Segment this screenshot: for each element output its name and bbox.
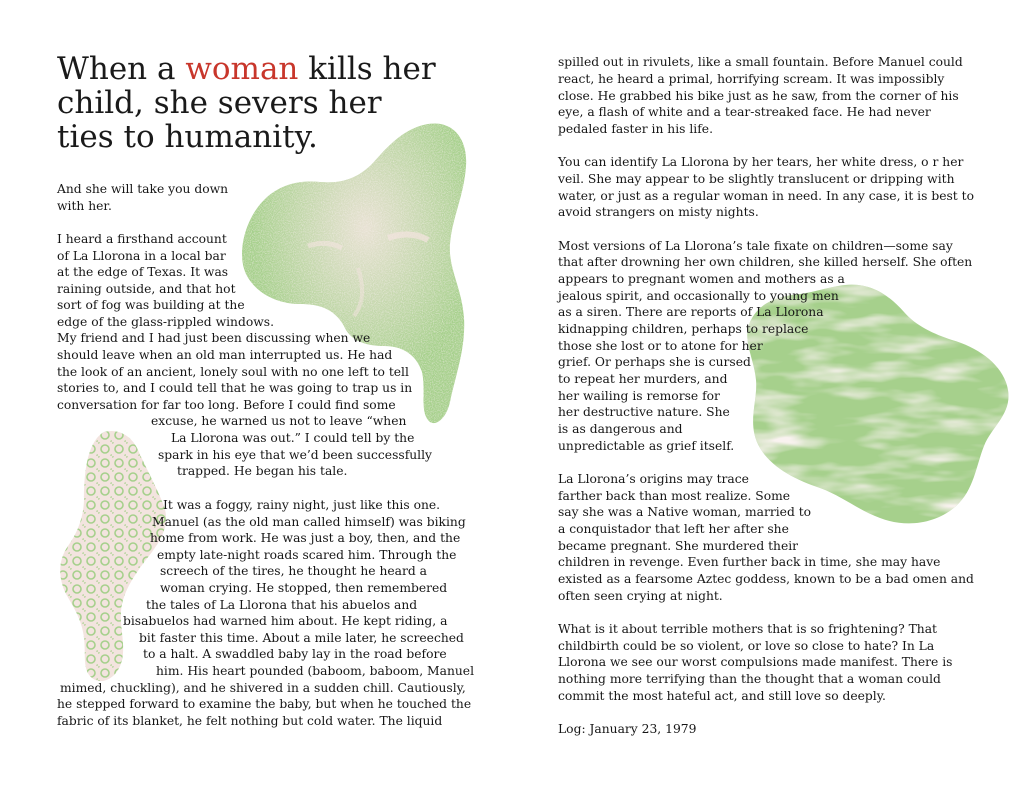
body-line: commit the most hateful act, and still love so deeply.	[558, 689, 886, 703]
body-line: La Llorona was out.” I could tell by the	[171, 431, 415, 445]
body-line: sort of fog was building at the	[57, 298, 245, 312]
body-line: spark in his eye that we’d been successfully	[158, 448, 432, 462]
body-line: water, or just as a regular woman in need. In any case, it is best to	[558, 189, 974, 203]
body-line: It was a foggy, rainy night, just like this one.	[163, 498, 441, 512]
log-date: Log: January 23, 1979	[558, 722, 697, 736]
body-line: is as dangerous and	[558, 422, 683, 436]
body-line: eye, a flash of white and a tear-streaked face. He had never	[558, 105, 931, 119]
body-line: pedaled faster in his life.	[558, 122, 713, 136]
body-line: often seen crying at night.	[558, 589, 723, 603]
body-line: excuse, he warned us not to leave “when	[151, 414, 407, 428]
body-line: react, he heard a primal, horrifying scream. It was impossibly	[558, 72, 945, 86]
body-line: should leave when an old man interrupted us. He had	[57, 348, 393, 362]
body-line: spilled out in rivulets, like a small fountain. Before Manuel could	[558, 55, 963, 69]
body-line: trapped. He began his tale.	[177, 464, 348, 478]
body-line: as a siren. There are reports of La Llorona	[558, 305, 824, 319]
body-line: the tales of La Llorona that his abuelos and	[146, 598, 418, 612]
body-line: to a halt. A swaddled baby lay in the road before	[143, 647, 447, 661]
body-line: of La Llorona in a local bar	[57, 249, 226, 263]
body-line: appears to pregnant women and mothers as a	[558, 272, 845, 286]
body-line: bisabuelos had warned him about. He kept riding, a	[123, 614, 448, 628]
body-line: stories to, and I could tell that he was going to trap us in	[57, 381, 413, 395]
body-line: I heard a firsthand account	[57, 232, 227, 246]
body-line: And she will take you down	[57, 182, 229, 196]
body-line: mimed, chuckling), and he shivered in a sudden chill. Cautiously,	[60, 681, 466, 695]
body-line: home from work. He was just a boy, then, and the	[150, 531, 461, 545]
body-line: You can identify La Llorona by her tears, her white dress, o r her	[558, 155, 964, 169]
body-line: that after drowning her own children, she killed herself. She often	[558, 255, 973, 269]
body-line: with her.	[57, 199, 112, 213]
body-line: her destructive nature. She	[558, 405, 730, 419]
body-line: a conquistador that left her after she	[558, 522, 789, 536]
body-line: him. His heart pounded (baboom, baboom, Manuel	[156, 664, 474, 678]
body-line: her wailing is remorse for	[558, 389, 720, 403]
body-line: the look of an ancient, lonely soul with no one left to tell	[57, 365, 409, 379]
right-page	[512, 0, 1024, 796]
body-line: veil. She may appear to be slightly translucent or dripping with	[558, 172, 955, 186]
body-line: became pregnant. She murdered their	[558, 539, 799, 553]
body-line: avoid strangers on misty nights.	[558, 205, 759, 219]
headline-highlight: woman	[185, 51, 299, 87]
body-line: What is it about terrible mothers that is so frightening? That	[558, 622, 937, 636]
body-line: close. He grabbed his bike just as he saw, from the corner of his	[558, 89, 959, 103]
body-line: My friend and I had just been discussing when we	[57, 331, 371, 345]
body-line: to repeat her murders, and	[558, 372, 728, 386]
body-line: conversation for far too long. Before I could find some	[57, 398, 396, 412]
body-line: jealous spirit, and occasionally to young men	[558, 289, 839, 303]
body-line: grief. Or perhaps she is cursed	[558, 355, 751, 369]
body-line: at the edge of Texas. It was	[57, 265, 229, 279]
body-line: those she lost or to atone for her	[558, 339, 763, 353]
body-line: he stepped forward to examine the baby, but when he touched the	[57, 697, 472, 711]
body-line: farther back than most realize. Some	[558, 489, 791, 503]
body-line: edge of the glass-rippled windows.	[57, 315, 274, 329]
body-line: La Llorona’s origins may trace	[558, 472, 749, 486]
body-line: kidnapping children, perhaps to replace	[558, 322, 809, 336]
body-line: existed as a fearsome Aztec goddess, known to be a bad omen and	[558, 572, 974, 586]
body-line: raining outside, and that hot	[57, 282, 236, 296]
body-line: Llorona we see our worst compulsions made manifest. There is	[558, 655, 953, 669]
body-line: bit faster this time. About a mile later, he screeched	[139, 631, 464, 645]
body-line: empty late-night roads scared him. Through the	[157, 548, 457, 562]
body-line: nothing more terrifying than the thought that a woman could	[558, 672, 941, 686]
body-line: woman crying. He stopped, then remembered	[160, 581, 448, 595]
body-line: children in revenge. Even further back in time, she may have	[558, 555, 941, 569]
body-line: childbirth could be so violent, or love so close to hate? In La	[558, 639, 935, 653]
headline: When a woman kills her child, she severs her ties to humanity.	[57, 51, 436, 155]
body-line: screech of the tires, he thought he heard a	[160, 564, 427, 578]
body-line: unpredictable as grief itself.	[558, 439, 735, 453]
body-line: say she was a Native woman, married to	[558, 505, 812, 519]
body-line: Manuel (as the old man called himself) was biking	[152, 515, 466, 529]
body-line: Most versions of La Llorona’s tale fixate on children—some say	[558, 239, 953, 253]
body-line: fabric of its blanket, he felt nothing but cold water. The liquid	[57, 714, 443, 728]
